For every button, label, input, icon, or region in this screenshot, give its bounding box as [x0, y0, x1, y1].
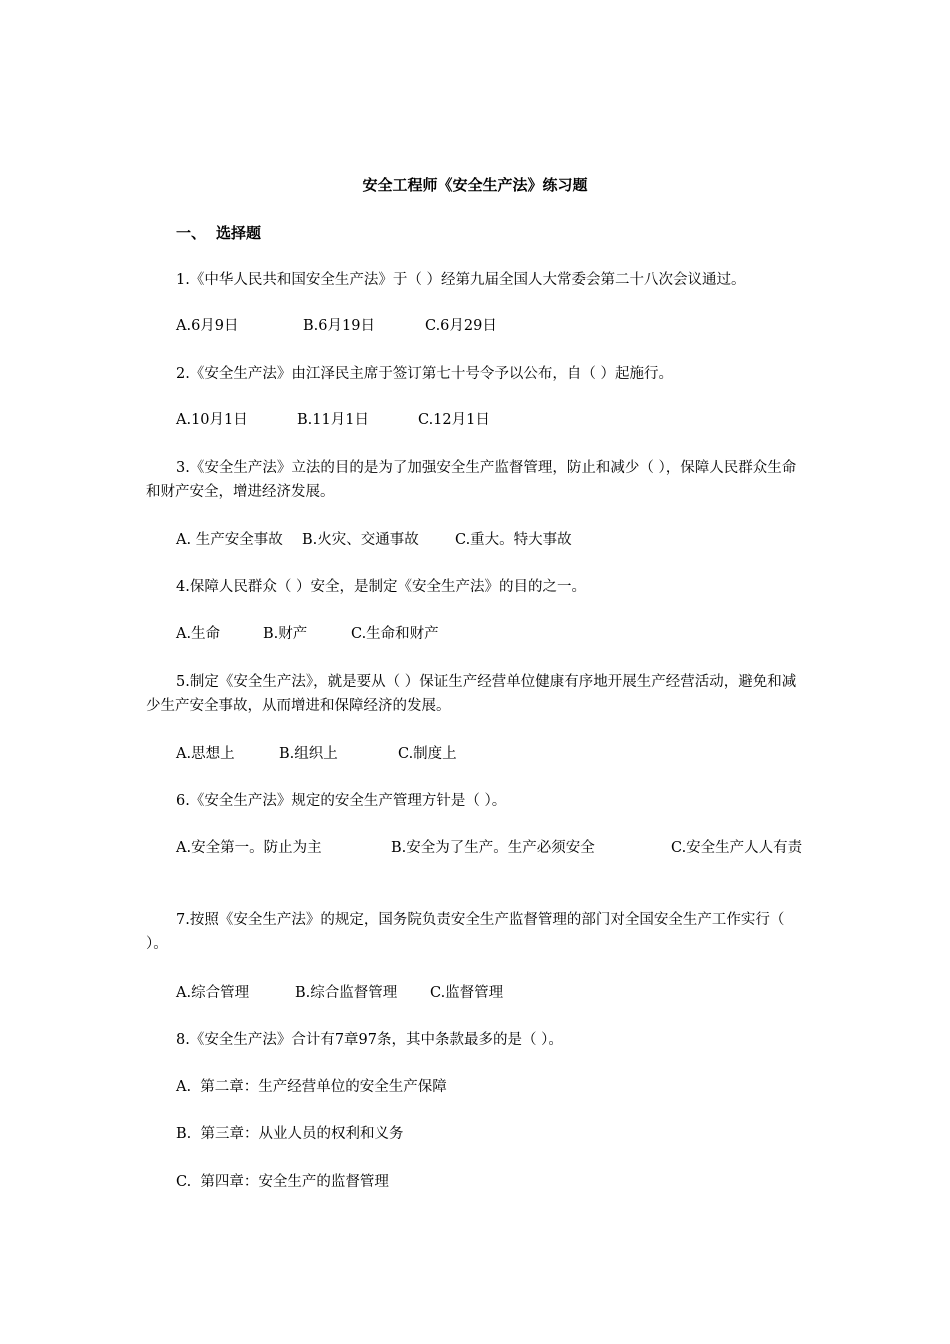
question-7-options	[176, 981, 810, 1005]
option-a: A.生命	[176, 626, 221, 642]
option-b: B.组织上	[279, 746, 338, 762]
section-heading	[176, 222, 261, 243]
question-6-options	[146, 836, 810, 860]
option-c: C.12月1日	[418, 412, 490, 428]
option-a: A.安全第一。防止为主	[176, 840, 322, 856]
option-b: B.综合监督管理	[295, 985, 398, 1001]
question-6: 6.《安全生产法》规定的安全生产管理方针是（ ）。	[176, 793, 507, 809]
question-3: 3.《安全生产法》立法的目的是为了加强安全生产监督管理，防止和减少（ ），保障人民群众生命和财产安全，增进经济发展。	[146, 460, 797, 500]
question-5-options	[176, 742, 810, 766]
option-b: B.安全为了生产。生产必须安全	[391, 840, 595, 856]
option-b: B.火灾、交通事故	[302, 532, 419, 548]
option-c: C.生命和财产	[351, 626, 439, 642]
option-c: C.6月29日	[425, 318, 497, 334]
option-b: B.11月1日	[297, 412, 369, 428]
section-label: 选择题	[216, 224, 262, 242]
option-a: A.综合管理	[176, 985, 250, 1001]
option-a: A.6月9日	[176, 318, 239, 334]
question-8: 8.《安全生产法》合计有7章97条，其中条款最多的是（ ）。	[176, 1032, 563, 1048]
option-c: C.安全生产人人有责	[671, 840, 803, 856]
question-1: 1.《中华人民共和国安全生产法》于（ ）经第九届全国人大常委会第二十八次会议通过。	[176, 272, 746, 288]
option-a: A. 生产安全事故	[176, 532, 283, 548]
question-8-option-c: C. 第四章：安全生产的监督管理	[176, 1174, 389, 1190]
question-4-options	[176, 622, 810, 646]
option-b: B.6月19日	[303, 318, 375, 334]
question-8-option-a: A. 第二章：生产经营单位的安全生产保障	[176, 1079, 447, 1095]
section-number: 一、	[176, 224, 207, 242]
question-1-options	[176, 314, 810, 338]
question-2-options	[176, 408, 810, 432]
option-c: C.重大。特大事故	[455, 532, 572, 548]
document-title: 安全工程师《安全生产法》练习题	[362, 176, 588, 194]
question-7: 7.按照《安全生产法》的规定，国务院负责安全生产监督管理的部门对全国安全生产工作实行（ ）。	[146, 912, 785, 952]
question-5: 5.制定《安全生产法》，就是要从（ ）保证生产经营单位健康有序地开展生产经营活动，避免和减少生产安全事故，从而增进和保障经济的发展。	[146, 674, 797, 714]
option-a: A.思想上	[176, 746, 235, 762]
question-2: 2.《安全生产法》由江泽民主席于签订第七十号令予以公布，自（ ）起施行。	[176, 366, 673, 382]
option-c: C.监督管理	[430, 985, 504, 1001]
question-3-options	[176, 528, 810, 552]
option-b: B.财产	[263, 626, 308, 642]
question-8-option-b: B. 第三章：从业人员的权利和义务	[176, 1126, 404, 1142]
option-a: A.10月1日	[176, 412, 248, 428]
option-c: C.制度上	[398, 746, 457, 762]
question-4: 4.保障人民群众（ ）安全，是制定《安全生产法》的目的之一。	[176, 579, 586, 595]
